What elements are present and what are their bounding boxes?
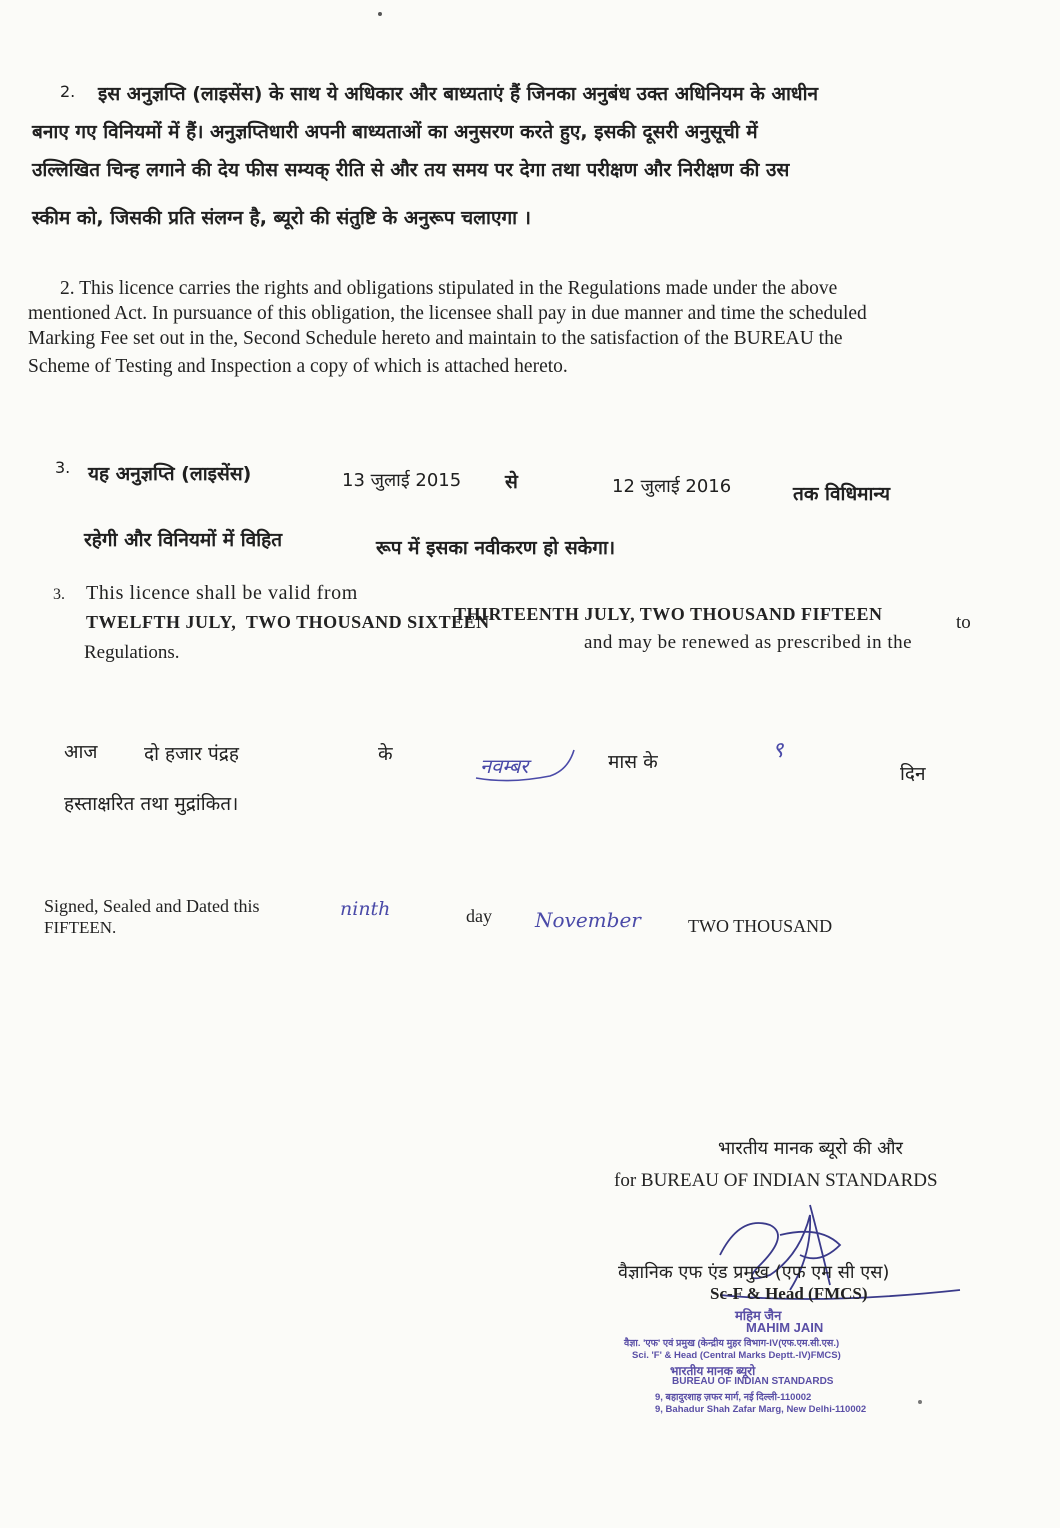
para3-hi-from-date: 13 जुलाई 2015 xyxy=(342,470,462,491)
signatory-for-hi: भारतीय मानक ब्यूरो की और xyxy=(718,1138,903,1159)
signatory-title-en: Sc-F & Head (FMCS) xyxy=(710,1284,868,1303)
para3-hi-valid-word: तक विधिमान्य xyxy=(793,483,891,505)
signed-en-day-word: day xyxy=(466,906,492,926)
para3-hi-to-date: 12 जुलाई 2016 xyxy=(612,476,732,497)
para3-en-from-date: THIRTEENTH JULY, TWO THOUSAND FIFTEEN xyxy=(454,604,883,624)
speck xyxy=(918,1400,922,1404)
signed-hi-line2: हस्ताक्षरित तथा मुद्रांकित। xyxy=(64,793,239,815)
handwritten-month-en: November xyxy=(535,908,641,932)
stamp-desig-en: Sci. 'F' & Head (Central Marks Deptt.-IV)FMCS) xyxy=(632,1350,841,1361)
stamp-org-en: BUREAU OF INDIAN STANDARDS xyxy=(672,1376,834,1387)
stamp-name-hi: महिम जैन xyxy=(735,1308,782,1323)
para2-en-line-3: Marking Fee set out in the, Second Schedule hereto and maintain to the satisfaction of the BUREAU the xyxy=(28,328,843,349)
para2-hi-line-4: स्कीम को, जिसकी प्रति संलग्न है, ब्यूरो की संतुष्टि के अनुरूप चलाएगा । xyxy=(32,207,531,229)
para3-hi-intro: यह अनुज्ञप्ति (लाइसेंस) xyxy=(88,463,252,485)
stamp-name-en: MAHIM JAIN xyxy=(746,1320,824,1335)
stamp-desig-hi: वैज्ञा. 'एफ' एवं प्रमुख (केन्द्रीय मुहर विभाग-IV(एफ.एम.सी.एस.) xyxy=(624,1338,840,1349)
para3-hi-line2b: रूप में इसका नवीकरण हो सकेगा। xyxy=(376,537,616,559)
para2-en-line-1: 2. This licence carries the rights and obligations stipulated in the Regulations made under the above xyxy=(60,278,838,299)
speck xyxy=(378,12,382,16)
signed-hi-din: दिन xyxy=(900,763,926,785)
handwritten-day-hi: ९ xyxy=(772,738,784,763)
para3-en-to-word: to xyxy=(956,612,971,633)
signed-en-prefix: Signed, Sealed and Dated this xyxy=(44,896,260,916)
stamp-addr-hi: 9, बहादुरशाह ज़फर मार्ग, नई दिल्ली-110002 xyxy=(655,1392,812,1403)
signed-en-year-b: FIFTEEN. xyxy=(44,918,117,937)
para3-en-intro: This licence shall be valid from xyxy=(86,582,358,604)
signed-hi-maas-ke: मास के xyxy=(608,751,658,773)
signatory-title-hi: वैज्ञानिक एफ एंड प्रमुख (एफ एम सी एस) xyxy=(618,1262,890,1283)
signed-hi-year: दो हजार पंद्रह xyxy=(144,743,239,765)
signed-hi-ke: के xyxy=(378,743,393,765)
para3-en-end: Regulations. xyxy=(84,642,180,663)
para3-en-renew: and may be renewed as prescribed in the xyxy=(584,632,913,653)
signatory-for-en: for BUREAU OF INDIAN STANDARDS xyxy=(614,1170,938,1191)
para3-hi-from-word: से xyxy=(505,471,518,493)
handwritten-day-en: ninth xyxy=(340,898,391,920)
stamp-org-hi: भारतीय मानक ब्यूरो xyxy=(670,1364,756,1378)
para3-en-to-date: TWELFTH JULY, TWO THOUSAND SIXTEEN xyxy=(86,612,490,632)
signed-en-year-a: TWO THOUSAND xyxy=(688,916,833,936)
para2-hi-line-3: उल्लिखित चिन्ह लगाने की देय फीस सम्यक् रीति से और तय समय पर देगा तथा परीक्षण और निरीक्षण की उस xyxy=(32,159,790,181)
para2-hi-line-1: इस अनुज्ञप्ति (लाइसेंस) के साथ ये अधिकार और बाध्यताएं हैं जिनका अनुबंध उक्त अधिनियम के आधीन xyxy=(98,83,819,105)
para2-en-line-4: Scheme of Testing and Inspection a copy of which is attached hereto. xyxy=(28,356,568,377)
para2-en-line-2: mentioned Act. In pursuance of this obligation, the licensee shall pay in due manner and time the scheduled xyxy=(28,303,867,324)
para3-hi-line2a: रहेगी और विनियमों में विहित xyxy=(84,529,283,551)
handwritten-underline xyxy=(470,740,580,785)
para3-en-number: 3. xyxy=(53,586,65,603)
stamp-addr-en: 9, Bahadur Shah Zafar Marg, New Delhi-110002 xyxy=(655,1404,867,1415)
para3-hi-number: 3. xyxy=(55,458,71,477)
handwritten-month-hi: नवम्बर xyxy=(480,754,529,778)
signed-hi-aaj: आज xyxy=(64,741,98,763)
para2-hi-number: 2. xyxy=(60,82,76,101)
para2-hi-line-2: बनाए गए विनियमों में हैं। अनुज्ञप्तिधारी अपनी बाध्यताओं का अनुसरण करते हुए, इसकी दूसरी अनुसूची में xyxy=(32,121,758,143)
